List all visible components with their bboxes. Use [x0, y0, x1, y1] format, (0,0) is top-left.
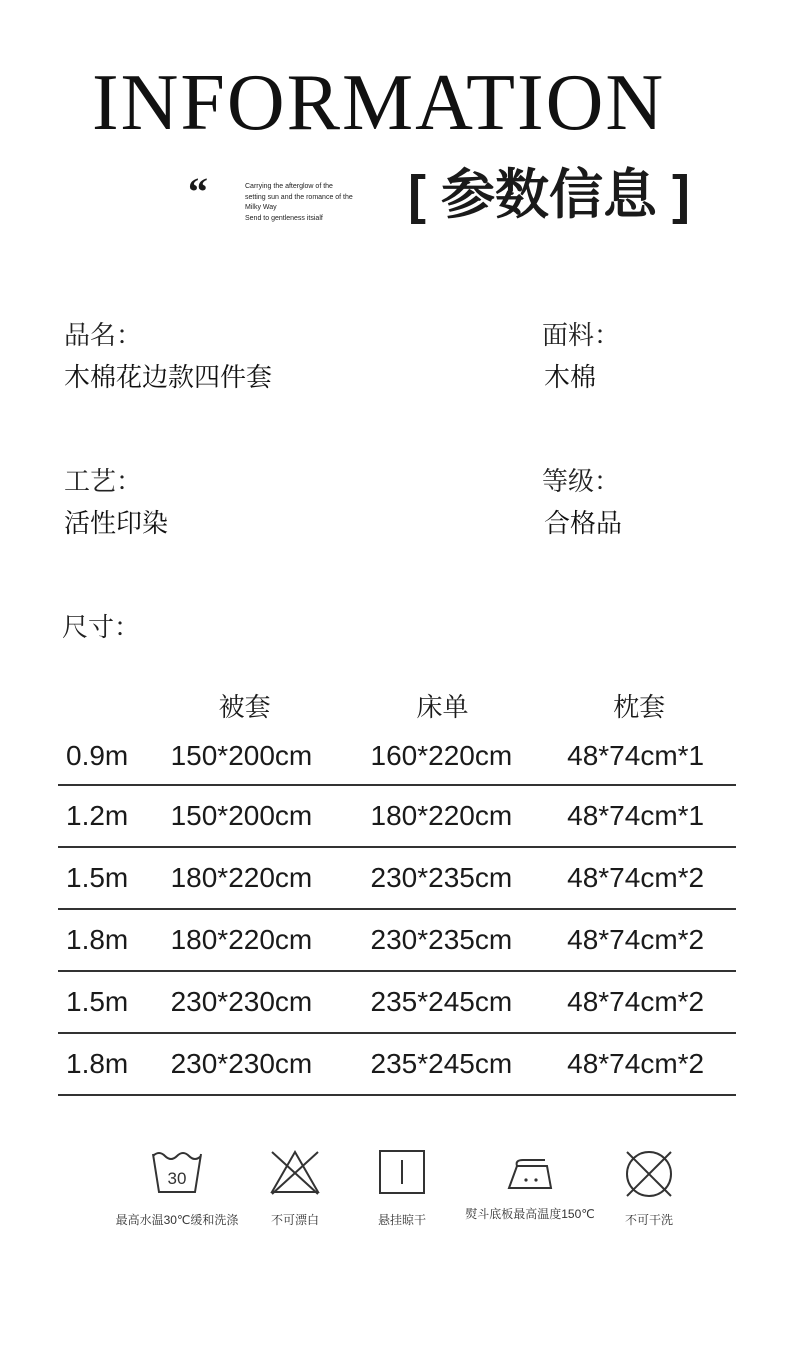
- tagline-line: Carrying the afterglow of the: [245, 183, 333, 190]
- grade-value: 合格品: [544, 508, 623, 538]
- table-row: [58, 785, 736, 847]
- table-cell: 1.8m: [58, 1033, 171, 1095]
- tagline: [245, 182, 375, 224]
- tagline-line: setting sun and the romance of the: [245, 193, 353, 201]
- table-cell: 160*220cm: [371, 728, 568, 785]
- table-cell: 230*235cm: [371, 847, 568, 909]
- product-name-label: 品名：: [64, 320, 143, 350]
- care-label: 不可漂白: [270, 1213, 319, 1227]
- sizes-table: [58, 682, 736, 1096]
- hang-dry-icon: [377, 1148, 427, 1196]
- care-label: 悬挂晾干: [377, 1213, 426, 1227]
- care-label: 熨斗底板最高温度150℃: [465, 1207, 595, 1221]
- table-cell: 48*74cm*2: [567, 847, 736, 909]
- table-cell: 48*74cm*2: [567, 909, 736, 971]
- table-row: [58, 971, 736, 1033]
- no-tumble-dry-icon: [622, 1148, 676, 1200]
- table-cell: 180*220cm: [171, 909, 371, 971]
- size-label: 尺寸：: [62, 612, 141, 642]
- table-header-cell: [58, 682, 171, 728]
- table-cell: 1.5m: [58, 847, 171, 909]
- table-row: [58, 728, 736, 785]
- table-header-cell: 床单: [416, 691, 469, 722]
- tagline-line: Milky Way: [245, 204, 277, 211]
- table-cell: 230*235cm: [371, 909, 568, 971]
- fabric-value: 木棉: [544, 362, 597, 392]
- craft-label: 工艺：: [64, 466, 143, 496]
- table-cell: 48*74cm*2: [567, 971, 736, 1033]
- table-cell: 150*200cm: [171, 728, 371, 785]
- table-cell: 1.2m: [58, 785, 171, 847]
- table-cell: 235*245cm: [371, 971, 568, 1033]
- no-bleach-icon: [268, 1148, 322, 1196]
- quote-mark: “: [188, 169, 208, 214]
- table-header-cell: 被套: [218, 691, 271, 722]
- wash-30-icon: [150, 1148, 204, 1196]
- product-name-value: 木棉花边款四件套: [64, 362, 273, 392]
- wash-temperature: 30: [167, 1169, 187, 1188]
- care-item-dryclean: [604, 1148, 694, 1228]
- fabric-label: 面料：: [542, 320, 621, 350]
- table-cell: 180*220cm: [371, 785, 568, 847]
- care-label: 不可干洗: [624, 1213, 673, 1227]
- table-cell: 230*230cm: [171, 1033, 371, 1095]
- care-label: 最高水温30℃缓和洗涤: [115, 1213, 239, 1227]
- table-header-row: [58, 682, 736, 728]
- table-cell: 48*74cm*1: [567, 728, 736, 785]
- care-item-wash: [112, 1148, 242, 1228]
- care-item-iron: [462, 1148, 598, 1222]
- grade-label: 等级：: [542, 466, 621, 496]
- table-cell: 180*220cm: [171, 847, 371, 909]
- table-cell: 1.5m: [58, 971, 171, 1033]
- table-cell: 230*230cm: [171, 971, 371, 1033]
- section-title: [ 参数信息 ]: [408, 165, 690, 225]
- table-header-cell: 枕套: [613, 691, 666, 722]
- table-cell: 48*74cm*2: [567, 1033, 736, 1095]
- page-title: INFORMATION: [92, 59, 666, 147]
- table-cell: 0.9m: [58, 728, 171, 785]
- care-item-bleach: [250, 1148, 340, 1228]
- care-item-dry: [357, 1148, 447, 1228]
- table-row: [58, 909, 736, 971]
- table-cell: 48*74cm*1: [567, 785, 736, 847]
- table-cell: 235*245cm: [371, 1033, 568, 1095]
- table-cell: 150*200cm: [171, 785, 371, 847]
- tagline-line: Send to gentleness itsialf: [245, 214, 323, 222]
- table-row: [58, 847, 736, 909]
- iron-icon: [503, 1148, 557, 1196]
- craft-value: 活性印染: [64, 508, 169, 538]
- table-row: [58, 1033, 736, 1095]
- table-cell: 1.8m: [58, 909, 171, 971]
